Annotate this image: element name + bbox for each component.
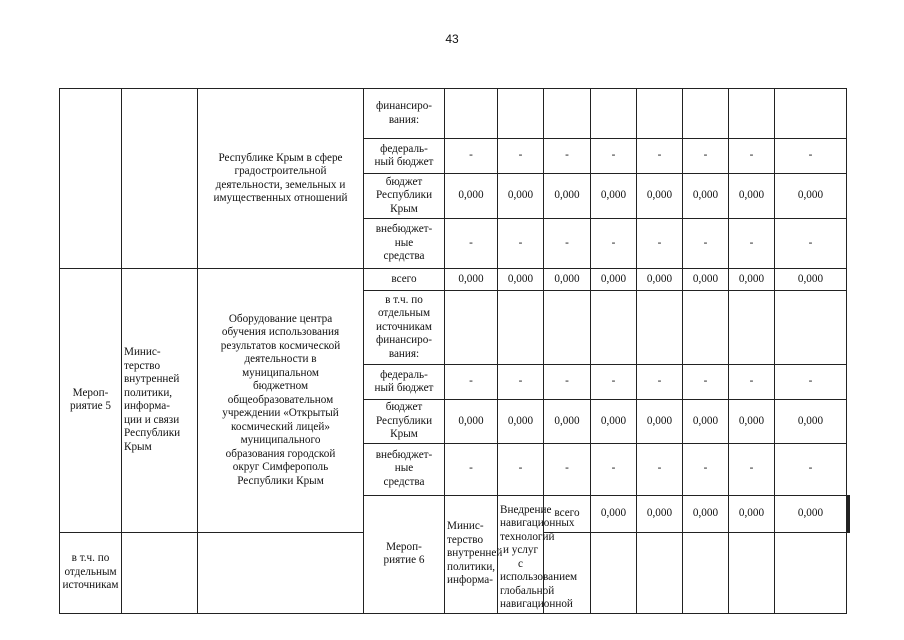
value-cell bbox=[683, 291, 729, 365]
table-row bbox=[60, 89, 850, 139]
source-cell: внебюджет- ные средства bbox=[364, 219, 445, 269]
value-cell: - bbox=[637, 219, 683, 269]
value-cell: 0,000 bbox=[498, 269, 544, 291]
value-cell bbox=[591, 89, 637, 139]
table-row bbox=[60, 269, 850, 291]
value-cell: - bbox=[544, 365, 591, 400]
value-cell: - bbox=[683, 219, 729, 269]
value-cell bbox=[775, 291, 847, 365]
value-cell bbox=[637, 532, 683, 613]
value-cell: 0,000 bbox=[729, 269, 775, 291]
value-cell bbox=[544, 89, 591, 139]
value-cell: - bbox=[775, 219, 847, 269]
value-cell: 0,000 bbox=[544, 269, 591, 291]
value-cell: - bbox=[637, 443, 683, 495]
value-cell bbox=[591, 532, 637, 613]
value-cell: 0,000 bbox=[637, 269, 683, 291]
value-cell bbox=[498, 291, 544, 365]
value-cell: 0,000 bbox=[445, 174, 498, 219]
executor-cell: Минис- терство внутренней политики, информа- bbox=[445, 495, 498, 613]
source-cell: всего bbox=[544, 495, 591, 532]
value-cell: - bbox=[729, 443, 775, 495]
source-cell: в т.ч. по отдельным источникам финансиро- вания: bbox=[364, 291, 445, 365]
value-cell bbox=[498, 89, 544, 139]
value-cell: 0,000 bbox=[498, 400, 544, 444]
source-cell: в т.ч. по отдельным источникам bbox=[60, 532, 122, 613]
value-cell: 0,000 bbox=[591, 495, 637, 532]
value-cell: 0,000 bbox=[544, 174, 591, 219]
value-cell bbox=[544, 291, 591, 365]
value-cell: - bbox=[683, 365, 729, 400]
value-cell: - bbox=[775, 365, 847, 400]
value-cell bbox=[729, 532, 775, 613]
source-cell: федераль- ный бюджет bbox=[364, 365, 445, 400]
value-cell bbox=[445, 291, 498, 365]
value-cell: - bbox=[498, 443, 544, 495]
event-name-cell: Внедрение навигационных технологий и услуг с использованием глобальной навигационной bbox=[498, 495, 544, 613]
value-cell: 0,000 bbox=[775, 269, 847, 291]
value-cell: - bbox=[775, 443, 847, 495]
value-cell: 0,000 bbox=[729, 174, 775, 219]
value-cell: 0,000 bbox=[591, 400, 637, 444]
value-cell: 0,000 bbox=[498, 174, 544, 219]
value-cell bbox=[729, 291, 775, 365]
source-cell: бюджет Республики Крым bbox=[364, 174, 445, 219]
value-cell: - bbox=[445, 219, 498, 269]
value-cell bbox=[637, 89, 683, 139]
value-cell: - bbox=[544, 443, 591, 495]
value-cell: 0,000 bbox=[683, 269, 729, 291]
value-cell: 0,000 bbox=[591, 174, 637, 219]
value-cell: - bbox=[591, 139, 637, 174]
page-number: 43 bbox=[445, 32, 459, 46]
value-cell: 0,000 bbox=[683, 495, 729, 532]
value-cell bbox=[775, 89, 847, 139]
executor-cell bbox=[122, 89, 198, 269]
value-cell bbox=[775, 532, 847, 613]
value-cell: - bbox=[591, 365, 637, 400]
value-cell: - bbox=[729, 139, 775, 174]
value-cell: 0,000 bbox=[775, 495, 847, 532]
value-cell: - bbox=[445, 139, 498, 174]
value-cell: 0,000 bbox=[637, 174, 683, 219]
source-cell: внебюджет- ные средства bbox=[364, 443, 445, 495]
value-cell: 0,000 bbox=[775, 400, 847, 444]
value-cell bbox=[637, 291, 683, 365]
value-cell: - bbox=[729, 219, 775, 269]
value-cell bbox=[122, 532, 198, 613]
value-cell: 0,000 bbox=[591, 269, 637, 291]
value-cell: - bbox=[775, 139, 847, 174]
value-cell: 0,000 bbox=[775, 174, 847, 219]
value-cell: 0,000 bbox=[683, 174, 729, 219]
value-cell: 0,000 bbox=[445, 269, 498, 291]
value-cell bbox=[683, 532, 729, 613]
value-cell: - bbox=[683, 139, 729, 174]
value-cell: 0,000 bbox=[683, 400, 729, 444]
value-cell: - bbox=[544, 219, 591, 269]
value-cell: - bbox=[683, 443, 729, 495]
source-cell: федераль- ный бюджет bbox=[364, 139, 445, 174]
value-cell: - bbox=[729, 365, 775, 400]
event-cell bbox=[60, 89, 122, 269]
value-cell bbox=[198, 532, 364, 613]
value-cell: - bbox=[445, 365, 498, 400]
event-label-cell: Мероп- риятие 5 bbox=[60, 269, 122, 533]
value-cell: 0,000 bbox=[729, 495, 775, 532]
value-cell bbox=[683, 89, 729, 139]
value-cell: 0,000 bbox=[637, 400, 683, 444]
value-cell: - bbox=[498, 219, 544, 269]
value-cell: - bbox=[591, 219, 637, 269]
value-cell bbox=[591, 291, 637, 365]
value-cell: - bbox=[591, 443, 637, 495]
value-cell: - bbox=[637, 365, 683, 400]
value-cell: 0,000 bbox=[445, 400, 498, 444]
value-cell bbox=[445, 89, 498, 139]
source-cell: бюджет Республики Крым bbox=[364, 400, 445, 444]
value-cell bbox=[849, 495, 850, 532]
executor-cell: Минис- терство внутренней политики, информа- ции и связи Республики Крым bbox=[122, 269, 198, 533]
value-cell: - bbox=[544, 139, 591, 174]
event-label-cell: Мероп- риятие 6 bbox=[364, 495, 445, 613]
source-cell: всего bbox=[364, 269, 445, 291]
value-cell bbox=[729, 89, 775, 139]
value-cell: 0,000 bbox=[729, 400, 775, 444]
event-name-cell: Оборудование центра обучения использования результатов космической деятельности в муниципальном бюджетном общеобразовательном учреждении «Открытый космический лицей» муниципального образования городской округ Симферополь Республики Крым bbox=[198, 269, 364, 533]
financing-table bbox=[59, 88, 850, 614]
source-cell: финансиро- вания: bbox=[364, 89, 445, 139]
value-cell: - bbox=[498, 139, 544, 174]
event-name-cell: Республике Крым в сфере градостроительной деятельности, земельных и имущественных отношений bbox=[198, 89, 364, 269]
value-cell: 0,000 bbox=[544, 400, 591, 444]
value-cell: - bbox=[637, 139, 683, 174]
value-cell: 0,000 bbox=[637, 495, 683, 532]
value-cell: - bbox=[498, 365, 544, 400]
value-cell: - bbox=[445, 443, 498, 495]
